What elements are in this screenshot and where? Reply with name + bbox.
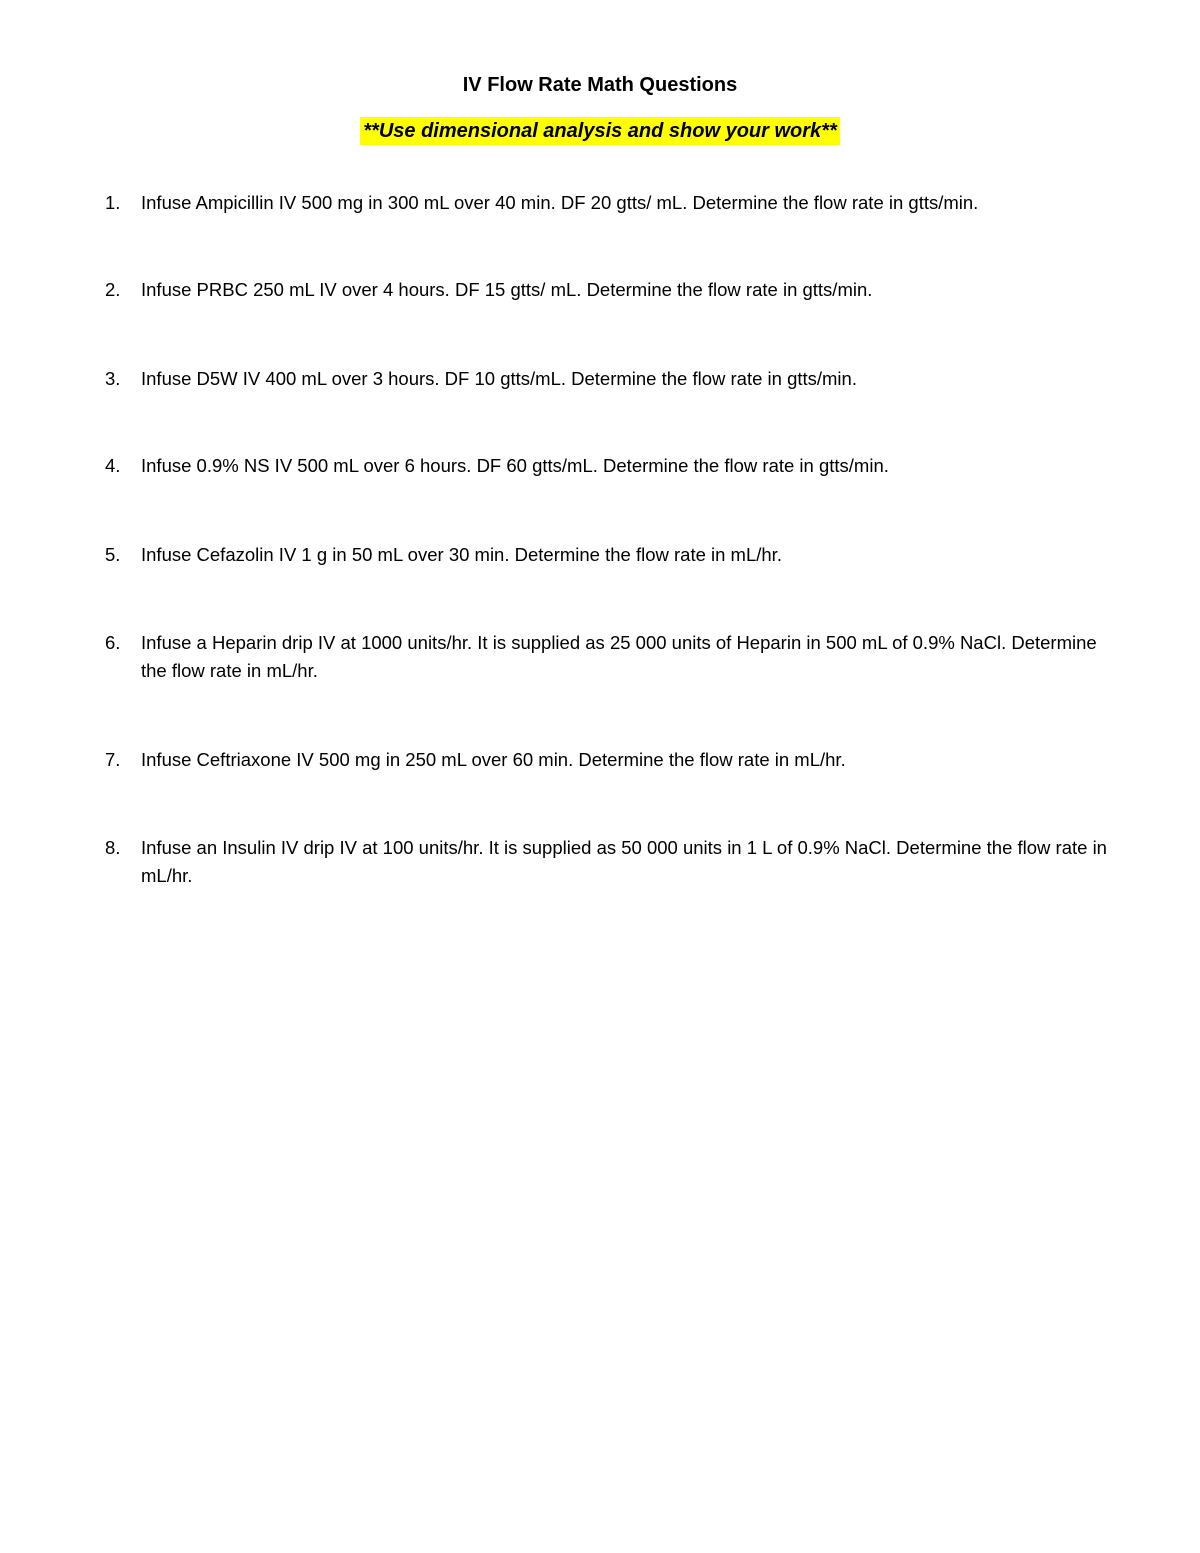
question-number: 7. — [105, 749, 121, 770]
question-text: Infuse a Heparin drip IV at 1000 units/hr. It is supplied as 25 000 units of Heparin in 500 mL of 0.9% NaCl. Determine the flow rate in mL/hr. — [141, 632, 1097, 681]
question-number: 1. — [105, 192, 121, 213]
page-title: IV Flow Rate Math Questions — [462, 74, 738, 96]
question-number: 2. — [105, 279, 121, 300]
question-item — [105, 629, 1115, 685]
question-text: Infuse Cefazolin IV 1 g in 50 mL over 30 min. Determine the flow rate in mL/hr. — [141, 544, 782, 565]
question-text: Infuse PRBC 250 mL IV over 4 hours. DF 15 gtts/ mL. Determine the flow rate in gtts/min. — [141, 279, 873, 300]
question-number: 6. — [105, 632, 121, 653]
question-item — [105, 365, 1115, 393]
question-number: 4. — [105, 455, 121, 476]
question-item — [105, 541, 1115, 569]
question-text: Infuse Ceftriaxone IV 500 mg in 250 mL over 60 min. Determine the flow rate in mL/hr. — [141, 749, 846, 770]
question-number: 3. — [105, 368, 121, 389]
question-text: Infuse an Insulin IV drip IV at 100 units/hr. It is supplied as 50 000 units in 1 L of 0.9% NaCl. Determine the flow rate in mL/hr. — [141, 837, 1107, 886]
question-text: Infuse D5W IV 400 mL over 3 hours. DF 10 gtts/mL. Determine the flow rate in gtts/min. — [141, 368, 857, 389]
question-item — [105, 276, 1115, 304]
question-number: 5. — [105, 544, 121, 565]
question-item — [105, 834, 1115, 890]
question-text: Infuse Ampicillin IV 500 mg in 300 mL over 40 min. DF 20 gtts/ mL. Determine the flow rate in gtts/min. — [141, 192, 979, 213]
question-item — [105, 189, 1115, 217]
question-item — [105, 746, 1115, 774]
instruction-highlight: **Use dimensional analysis and show your work** — [360, 117, 840, 145]
question-text: Infuse 0.9% NS IV 500 mL over 6 hours. DF 60 gtts/mL. Determine the flow rate in gtts/min. — [141, 455, 889, 476]
question-item — [105, 452, 1115, 480]
question-number: 8. — [105, 837, 121, 858]
instruction-line — [0, 117, 1200, 145]
